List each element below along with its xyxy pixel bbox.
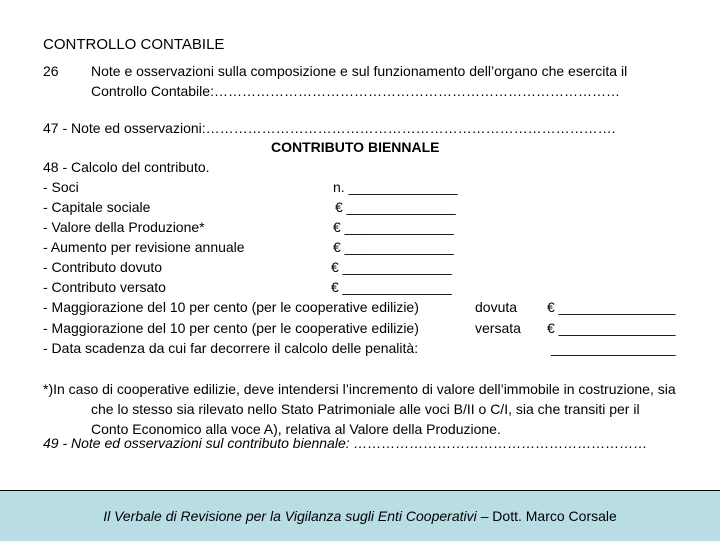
footer-author: – Dott. Marco Corsale xyxy=(476,508,617,524)
row-label-dovuto: - Contributo dovuto xyxy=(43,259,163,275)
surcharge-status-dovuta: dovuta xyxy=(475,299,518,315)
footer-title: Il Verbale di Revisione per la Vigilanza sugli Enti Cooperativi xyxy=(103,508,477,524)
surcharge-value-dovuta: € _______________ xyxy=(547,299,676,315)
row-value-capitale: € ______________ xyxy=(335,199,456,215)
row-label-valore: - Valore della Produzione* xyxy=(43,219,205,235)
row-label-versato: - Contributo versato xyxy=(43,279,166,295)
row-value-dovuto: € ______________ xyxy=(331,259,452,275)
surcharge-status-versata: versata xyxy=(475,320,521,336)
row-value-valore: € ______________ xyxy=(333,219,454,235)
footnote xyxy=(43,379,693,439)
footnote-line-2: che lo stesso sia rilevato nello Stato Patrimoniale alle voci B/II o C/I, sia che transiti per il xyxy=(91,401,640,417)
row-label-capitale: - Capitale sociale xyxy=(43,199,151,215)
footer-bar xyxy=(0,490,720,541)
page-title: CONTROLLO CONTABILE xyxy=(43,36,225,53)
deadline-label: - Data scadenza da cui far decorrere il calcolo delle penalità: xyxy=(43,340,419,356)
section-26-line-2: Controllo Contabile:…………………………………………………………………………… xyxy=(91,83,620,99)
surcharge-label-versata: - Maggiorazione del 10 per cento (per le cooperative edilizie) xyxy=(43,320,419,336)
section-47: 47 - Note ed osservazioni:……………………………………………………………………………. xyxy=(43,120,616,136)
footer-text xyxy=(103,506,617,526)
section-26-text xyxy=(91,61,627,101)
row-label-aumento: - Aumento per revisione annuale xyxy=(43,239,245,255)
section-48: 48 - Calcolo del contributo. xyxy=(43,159,210,175)
footnote-line-3: Conto Economico alla voce A), relativa al Valore della Produzione. xyxy=(91,421,501,437)
section-26-number: 26 xyxy=(43,63,59,79)
section-49: 49 - Note ed osservazioni sul contributo biennale: ……………………………………………………… xyxy=(43,435,648,451)
surcharge-label-dovuta: - Maggiorazione del 10 per cento (per le cooperative edilizie) xyxy=(43,299,419,315)
deadline-value: ________________ xyxy=(551,340,676,356)
row-label-soci: - Soci xyxy=(43,179,79,195)
contribution-heading: CONTRIBUTO BIENNALE xyxy=(271,139,440,155)
surcharge-value-versata: € _______________ xyxy=(547,320,676,336)
footnote-line-1: *)In caso di cooperative edilizie, deve intendersi l’incremento di valore dell’immobile in costruzione, sia xyxy=(43,381,676,397)
row-value-aumento: € ______________ xyxy=(333,239,454,255)
row-value-versato: € ______________ xyxy=(331,279,452,295)
row-value-soci: n. ______________ xyxy=(333,179,458,195)
section-26-line-1: Note e osservazioni sulla composizione e sul funzionamento dell’organo che esercita il xyxy=(91,63,628,79)
